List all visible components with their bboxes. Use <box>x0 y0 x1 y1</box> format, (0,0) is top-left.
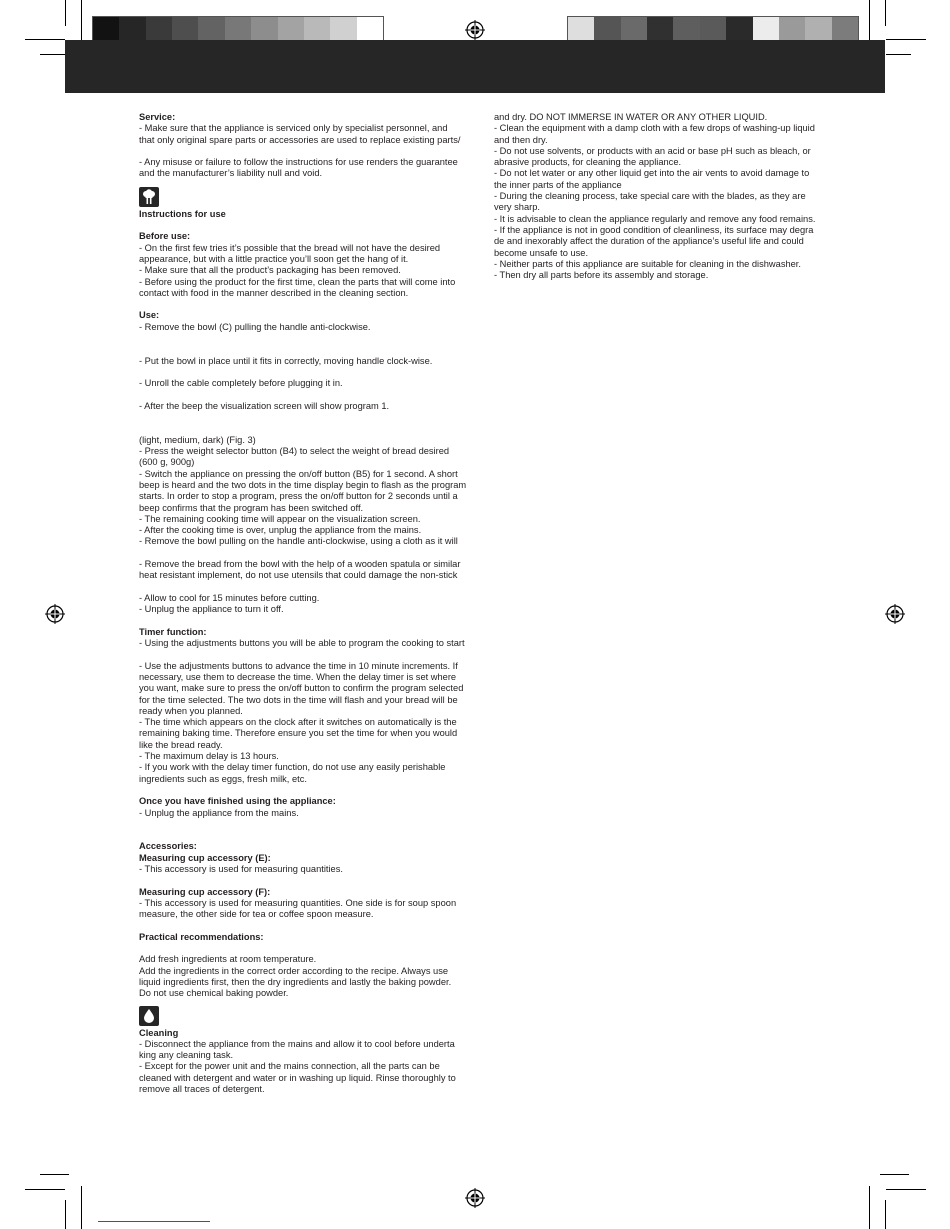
timer-line: - The time which appears on the clock after it switches on automatically is the <box>139 717 457 728</box>
accessories-heading: Accessories: <box>139 841 197 852</box>
timer-line: for the time selected. The two dots in the time will flash and your bread will be <box>139 694 458 705</box>
color-swatch <box>753 17 779 41</box>
use-line: - Switch the appliance on pressing the on/off button (B5) for 1 second. A short <box>139 468 458 479</box>
service-line: that only original spare parts or accessories are used to replace existing parts/ <box>139 134 461 145</box>
before-use-line: contact with food in the manner described in the cleaning section. <box>139 287 409 298</box>
before-use-line: - Make sure that all the product’s packaging has been removed. <box>139 265 401 276</box>
use-line: - Remove the bowl pulling on the handle anti-clockwise, using a cloth as it will <box>139 536 458 547</box>
color-calibration-bar-right <box>567 16 859 42</box>
cleaning-continued-line: abrasive products, for cleaning the appliance. <box>494 157 682 168</box>
color-swatch <box>805 17 831 41</box>
before-use-line: - On the first few tries it’s possible that the bread will not have the desired <box>139 242 441 253</box>
use-line: - After the cooking time is over, unplug the appliance from the mains. <box>139 525 422 536</box>
registration-mark-icon <box>465 20 485 40</box>
timer-heading: Timer function: <box>139 626 207 637</box>
instructions-heading: Instructions for use <box>139 208 226 219</box>
crop-mark <box>886 39 926 40</box>
service-line: - Any misuse or failure to follow the instructions for use renders the guarantee <box>139 157 458 168</box>
timer-line: ready when you planned. <box>139 705 243 716</box>
practical-heading: Practical recommendations: <box>139 931 264 942</box>
right-column <box>494 112 815 281</box>
color-swatch <box>330 17 356 41</box>
use-line: - Unplug the appliance to turn it off. <box>139 604 284 615</box>
timer-line: ingredients such as eggs, fresh milk, etc. <box>139 773 307 784</box>
color-swatch <box>119 17 145 41</box>
left-column <box>139 112 466 1095</box>
use-heading: Use: <box>139 310 160 321</box>
color-swatch <box>278 17 304 41</box>
chef-icon <box>139 187 159 207</box>
crop-mark <box>869 1186 870 1229</box>
crop-mark <box>880 1174 909 1175</box>
use-line: beep confirms that the program has been switched off. <box>139 502 364 513</box>
color-swatch <box>779 17 805 41</box>
cleaning-continued-line: - Neither parts of this appliance are suitable for cleaning in the dishwasher. <box>494 258 801 269</box>
cleaning-continued-line: and dry. DO NOT IMMERSE IN WATER OR ANY OTHER LIQUID. <box>494 112 768 122</box>
crop-mark <box>40 54 65 55</box>
service-line: - Make sure that the appliance is serviced only by specialist personnel, and <box>139 123 448 134</box>
cleaning-line: remove all traces of detergent. <box>139 1084 265 1095</box>
cleaning-continued-line: - During the cleaning process, take special care with the blades, as they are <box>494 191 806 202</box>
crop-mark <box>65 0 66 26</box>
registration-mark-icon <box>45 604 65 624</box>
practical-line: Do not use chemical baking powder. <box>139 988 289 999</box>
cleaning-continued-line: the inner parts of the appliance <box>494 179 622 190</box>
cleaning-continued-line: - If the appliance is not in good condition of cleanliness, its surface may degra <box>494 224 814 235</box>
use-line: - Allow to cool for 15 minutes before cutting. <box>139 592 320 603</box>
crop-mark <box>886 54 911 55</box>
cup-e-heading: Measuring cup accessory (E): <box>139 852 271 863</box>
crop-mark <box>40 1174 69 1175</box>
use-line: - Press the weight selector button (B4) to select the weight of bread desired <box>139 446 450 457</box>
practical-line: Add fresh ingredients at room temperature. <box>139 954 317 965</box>
timer-line: - Using the adjustments buttons you will be able to program the cooking to start <box>139 638 465 649</box>
crop-mark <box>25 1189 65 1190</box>
cleaning-continued-line: - Clean the equipment with a damp cloth with a few drops of washing-up liquid <box>494 123 815 134</box>
timer-line: you want, make sure to press the on/off button to confirm the program selected <box>139 683 464 694</box>
cleaning-continued-line: become unsafe to use. <box>494 247 589 258</box>
cleaning-continued-line: - Do not use solvents, or products with an acid or base pH such as bleach, or <box>494 145 811 156</box>
before-use-heading: Before use: <box>139 231 191 242</box>
use-line: (light, medium, dark) (Fig. 3) <box>139 434 256 445</box>
before-use-line: - Before using the product for the first time, clean the parts that will come into <box>139 276 456 287</box>
use-line: - Remove the bread from the bowl with the help of a wooden spatula or similar <box>139 558 461 569</box>
color-swatch <box>146 17 172 41</box>
cleaning-line: - Except for the power unit and the mains connection, all the parts can be <box>139 1061 440 1072</box>
cup-e-line: - This accessory is used for measuring quantities. <box>139 864 343 874</box>
color-swatch <box>832 17 858 41</box>
use-line: (600 g, 900g) <box>139 457 195 468</box>
registration-mark-icon <box>885 604 905 624</box>
color-swatch <box>726 17 752 41</box>
use-line: - After the beep the visualization screen will show program 1. <box>139 400 390 411</box>
practical-line: liquid ingredients first, then the dry ingredients and lastly the baking powder. <box>139 976 452 987</box>
cleaning-continued-line: - Do not let water or any other liquid get into the air vents to avoid damage to <box>494 168 810 179</box>
cleaning-continued-line: de and inexorably affect the duration of the appliance’s useful life and could <box>494 236 804 247</box>
registration-mark-icon <box>465 1188 485 1208</box>
color-calibration-bar-left <box>92 16 384 42</box>
timer-line: remaining baking time. Therefore ensure you set the time for when you would <box>139 728 458 739</box>
color-swatch <box>225 17 251 41</box>
use-line: heat resistant implement, do not use utensils that could damage the non-stick <box>139 570 458 581</box>
color-swatch <box>568 17 594 41</box>
cup-f-line: measure, the other side for tea or coffee spoon measure. <box>139 909 374 920</box>
cup-f-line: - This accessory is used for measuring quantities. One side is for soup spoon <box>139 897 457 908</box>
timer-line: - The maximum delay is 13 hours. <box>139 751 279 762</box>
footer-link-underline <box>98 1221 210 1222</box>
cleaning-continued-line: very sharp. <box>494 202 540 213</box>
use-line: - Unroll the cable completely before plugging it in. <box>139 378 343 389</box>
timer-line: necessary, use them to decrease the time. When the delay timer is set where <box>139 671 457 682</box>
color-swatch <box>251 17 277 41</box>
cleaning-heading: Cleaning <box>139 1027 179 1038</box>
use-line: beep is heard and the two dots in the time display begin to flash as the program <box>139 479 467 490</box>
use-line: - Put the bowl in place until it fits in correctly, moving handle clock-wise. <box>139 355 433 366</box>
crop-mark <box>81 1186 82 1229</box>
timer-line: - If you work with the delay timer function, do not use any easily perishable <box>139 762 446 773</box>
crop-mark <box>65 1200 66 1229</box>
color-swatch <box>594 17 620 41</box>
use-line: starts. In order to stop a program, press the on/off button for 2 seconds until a <box>139 491 458 502</box>
cleaning-continued-line: - It is advisable to clean the appliance regularly and remove any food remains. <box>494 213 816 224</box>
color-swatch <box>172 17 198 41</box>
use-line: - The remaining cooking time will appear on the visualization screen. <box>139 513 421 524</box>
service-line: and the manufacturer’s liability null and void. <box>139 168 323 179</box>
cleaning-line: cleaned with detergent and water or in washing up liquid. Rinse thoroughly to <box>139 1072 456 1083</box>
color-swatch <box>700 17 726 41</box>
use-line: - Remove the bowl (C) pulling the handle anti-clockwise. <box>139 321 371 332</box>
crop-mark <box>25 39 65 40</box>
timer-line: - Use the adjustments buttons to advance the time in 10 minute increments. If <box>139 660 458 671</box>
color-swatch <box>647 17 673 41</box>
crop-mark <box>886 1189 926 1190</box>
color-swatch <box>304 17 330 41</box>
color-swatch <box>357 17 383 41</box>
service-heading: Service: <box>139 112 176 122</box>
cleaning-continued-line: and then dry. <box>494 134 548 145</box>
water-drop-icon <box>139 1006 159 1026</box>
cleaning-line: - Disconnect the appliance from the mains and allow it to cool before underta <box>139 1038 455 1049</box>
cup-f-heading: Measuring cup accessory (F): <box>139 886 271 897</box>
color-swatch <box>621 17 647 41</box>
cleaning-line: king any cleaning task. <box>139 1050 234 1061</box>
color-swatch <box>198 17 224 41</box>
crop-mark <box>885 0 886 26</box>
color-swatch <box>673 17 699 41</box>
finished-line: - Unplug the appliance from the mains. <box>139 807 299 818</box>
before-use-line: appearance, but with a little practice you’ll soon get the hang of it. <box>139 253 409 264</box>
color-swatch <box>93 17 119 41</box>
cleaning-continued-line: - Then dry all parts before its assembly and storage. <box>494 270 709 281</box>
finished-heading: Once you have finished using the appliance: <box>139 796 336 807</box>
header-band <box>65 40 885 93</box>
timer-line: like the bread ready. <box>139 739 223 750</box>
practical-line: Add the ingredients in the correct order according to the recipe. Always use <box>139 965 449 976</box>
crop-mark <box>885 1200 886 1229</box>
